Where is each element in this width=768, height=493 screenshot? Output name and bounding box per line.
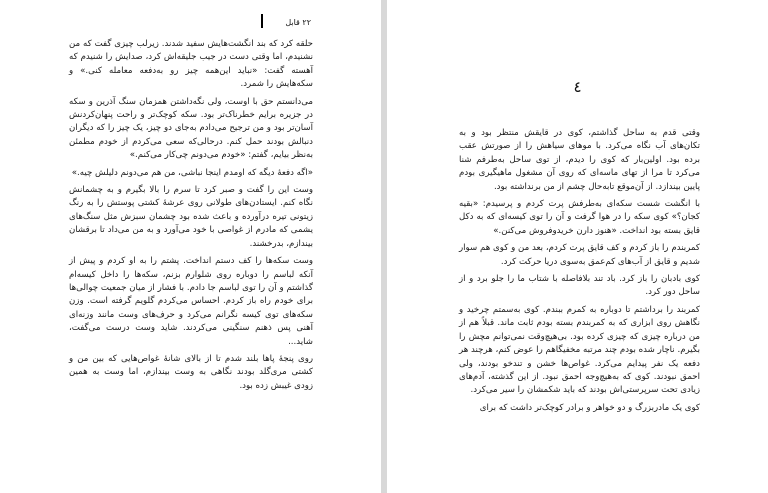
paragraph: وقتی قدم به ساحل گذاشتم، کوی در قایقش منتظر بود و به تکان‌های آب نگاه می‌کرد. با موهای سیاهش را از صورتش عقب برده بود. اولین‌بار که کوی را دیدم، از توی ساحل به‌طرفم شنا می‌کرد تا مرا از تهای ماسه‌ای که روی آن مشغول ماهیگیری بودم پایین بیندازد. از آن‌موقع تابه‌حال چشم از من برنداشته بود. — [459, 128, 700, 192]
paragraph: با انگشت شست سکه‌ای به‌طرفش پرت کردم و پرسیدم: «بقیه کجان؟» کوی سکه را در هوا گرفت و آن را توی کیسه‌ای که به دکل قایق بسته بود انداخت. «هنوز دارن خریدوفروش می‌کنن.» — [459, 199, 700, 236]
paragraph: حلقه کرد که بند انگشت‌هایش سفید شدند. زیرلب چیزی گفت که من نشنیدم، اما وقتی دست در جیب جلیقه‌اش کرد، صدایش را شنیدم که آهسته گفت: «نباید این‌همه چیز رو به‌دفعه معامله کنی.» و سکه‌هایش را شمرد. — [69, 39, 313, 90]
paragraph: وست سکه‌ها را کف دستم انداخت. پشتم را به او کردم و پیش از آنکه لباسم را دوباره روی شلوارم بزنم، سکه‌ها را داخل کیسه‌ام گذاشتم و آن را توی لباسم جا دادم. با فشار از میان جمعیت چوالی‌ها برای خودم راه باز کردم. احساس می‌کردم گلویم گرفته است. وزن سکه‌های توی کیسه نگرانم می‌کرد و حرف‌های وست مانند وزنه‌ای آهنی پس ذهنم سنگینی می‌کردند. شاید وست درست می‌گفت، شاید... — [69, 256, 313, 347]
left-book-page — [0, 0, 381, 493]
paragraph: روی پنجهٔ پاها بلند شدم تا از بالای شانهٔ غواص‌هایی که بین من و کشتی مری‌گلد بودند نگاهی به وست بیندازم، اما وست به همین زودی غیبش زده بود. — [69, 353, 313, 391]
paragraph: کوی بادبان را باز کرد. باد تند بلافاصله با شتاب ما را جلو برد و از ساحل دور کرد. — [459, 274, 700, 298]
paragraph: می‌دانستم حق با اوست، ولی نگه‌داشتن همزمان سنگ آذرین و سکه در جزیره برایم خطرناک‌تر بود. سکه کوچک‌تر و راحت پنهان‌کردنش آسان‌تر بود و من ترجیح می‌دادم به‌جای دو چیز، یک چیز را که دیگران دنبالش بودند حمل کنم. درحالی‌که سعی می‌کردم از خودم مطمئن به‌نظر بیایم، گفتم: «خودم می‌دونم چی‌کار می‌کنم.» — [69, 96, 313, 161]
left-page-body — [69, 38, 313, 397]
running-header: ۲۲ قابل — [285, 18, 311, 27]
paragraph: کمربند را برداشتم تا دوباره به کمرم ببندم. کوی به‌سمتم چرخید و نگاهش روی ابزاری که به کمربندم بسته بودم ثابت ماند. قبلاً هم از من درباره چیزی که چیزی کرده بود. بی‌هیچ‌وقت نمی‌توانم مچش را بگیرم. ناچار شده بودم چند مرتبه مخفیگاهم را عوض کنم، هرچند هر دفعه یک نفر پیدایم می‌کرد. غواص‌ها خشن و تندخو بودند، ولی احمق نبودند. کوی که به‌هیچ‌وجه احمق نبود. از این گذشته، آدم‌های زیادی تحت سرپرستی‌اش بودند که باید شکمشان را سیر می‌کرد. — [459, 304, 700, 396]
right-page-body — [459, 127, 700, 419]
paragraph: وست این را گفت و صبر کرد تا سرم را بالا بگیرم و به چشمانش نگاه کنم. ایستادن‌های طولانی روی عرشهٔ کشتی پوستش را به رنگ زیتونی تیره درآورده و باعث شده بود چشمان سبزش مثل سنگ‌های یشمی که مادرم از غواصی با خود می‌آورد و به من می‌داد تا برقشان بیندازم، بدرخشند. — [69, 185, 313, 249]
paragraph: کمربندم را باز کردم و کف قایق پرت کردم، بعد من و کوی هم سوار شدیم و قایق از آب‌های کم‌عمق به‌سوی دریا حرکت کرد. — [459, 243, 700, 267]
chapter-number: ٤ — [573, 78, 582, 96]
paragraph: کوی یک مادربزرگ و دو خواهر و برادر کوچک‌تر داشت که برای — [479, 402, 700, 413]
header-rule — [261, 14, 263, 28]
right-book-page — [387, 0, 768, 493]
paragraph: «اگه دفعهٔ دیگه که اومدم اینجا نباشی، من هم می‌دونم دلیلش چیه.» — [71, 167, 313, 178]
